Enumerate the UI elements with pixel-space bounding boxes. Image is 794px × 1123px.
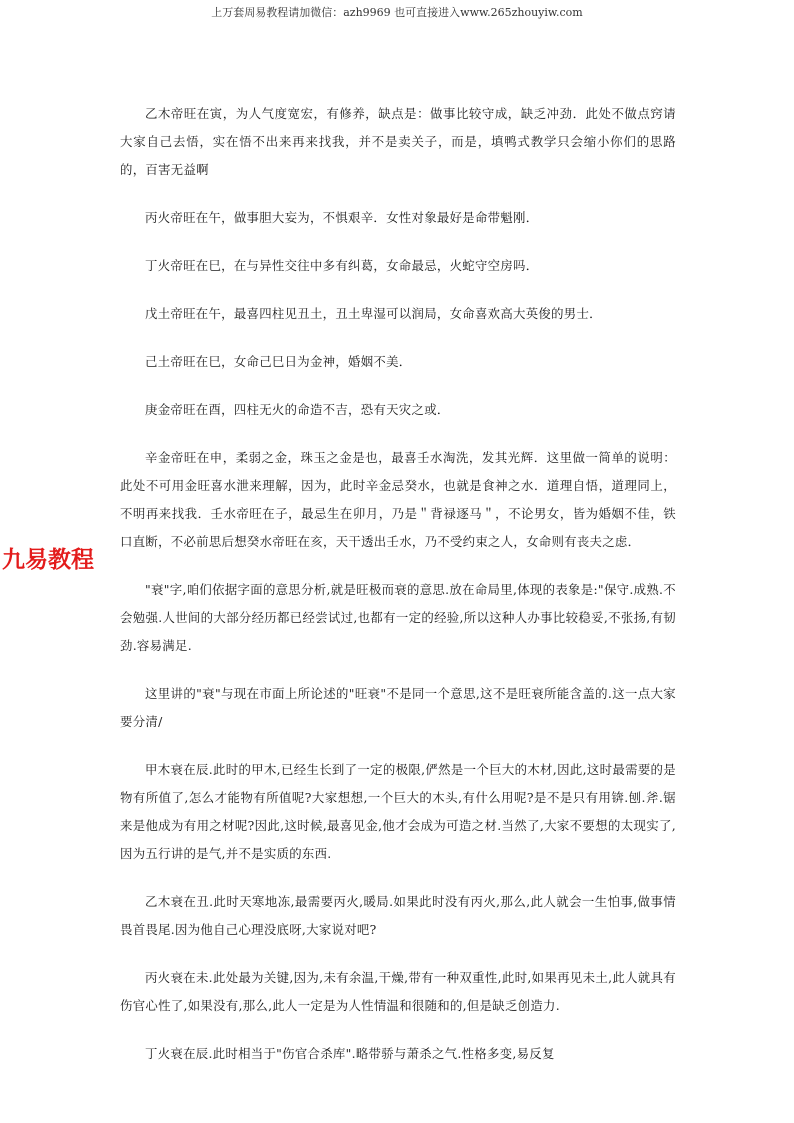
document-body	[120, 100, 676, 1088]
paragraph: 乙木衰在丑.此时天寒地冻,最需要丙火,暖局.如果此时没有丙火,那么,此人就会一生怕事,做事情畏首畏尾.因为他自己心理没底呀,大家说对吧?	[120, 894, 676, 937]
paragraph: 庚金帝旺在酉，四柱无火的命造不吉，恐有天灾之或．	[145, 402, 450, 417]
paragraph: 这里讲的"衰"与现在市面上所论述的"旺衰"不是同一个意思,这不是旺衰所能含盖的.这一点大家要分清/	[120, 686, 676, 729]
paragraph: "衰"字,咱们依据字面的意思分析,就是旺极而衰的意思.放在命局里,体现的表象是:"保守.成熟.不会勉强.人世间的大部分经历都已经尝试过,也都有一定的经验,所以这种人办事比较稳妥,不张扬,有韧劲.容易满足.	[120, 582, 676, 653]
paragraph: 己土帝旺在巳，女命己巳日为金神，婚姻不美．	[145, 354, 412, 369]
paragraph: 丁火衰在辰.此时相当于"伤官合杀库".略带骄与萧杀之气.性格多变,易反复	[145, 1046, 555, 1061]
watermark-logo: 九易教程	[2, 547, 94, 573]
page-header: 上万套周易教程请加微信：azh9969 也可直接进入www.265zhouyiw.com	[211, 6, 583, 19]
paragraph: 辛金帝旺在申，柔弱之金，珠玉之金是也，最喜壬水淘洗，发其光辉．这里做一简单的说明：此处不可用金旺喜水泄来理解，因为，此时辛金忌癸水，也就是食神之水．道理自悟，道理同上，不明再来找我．壬水帝旺在子，最忌生在卯月，乃是＂背禄逐马＂，不论男女，皆为婚姻不佳，铁口直断，不必前思后想癸水帝旺在亥，天干透出壬水，乃不受约束之人，女命则有丧夫之虑．	[120, 450, 676, 549]
paragraph: 乙木帝旺在寅，为人气度宽宏，有修养，缺点是：做事比较守成，缺乏冲劲．此处不做点窍请大家自己去悟，实在悟不出来再来找我，并不是卖关子，而是，填鸭式教学只会缩小你们的思路的，百害无益啊	[120, 106, 676, 177]
paragraph: 甲木衰在辰.此时的甲木,已经生长到了一定的极限,俨然是一个巨大的木材,因此,这时最需要的是物有所值了,怎么才能物有所值呢?大家想想,一个巨大的木头,有什么用呢?是不是只有用锛.刨.斧.锯来是他成为有用之材呢?因此,这时候,最喜见金,他才会成为可造之材.当然了,大家不要想的太现实了,因为五行讲的是气,并不是实质的东西.	[120, 762, 676, 861]
paragraph: 丙火衰在未.此处最为关键,因为,未有余温,干燥,带有一种双重性,此时,如果再见未土,此人就具有伤官心性了,如果没有,那么,此人一定是为人性情温和很随和的,但是缺乏创造力.	[120, 970, 676, 1013]
paragraph: 丁火帝旺在巳，在与异性交往中多有纠葛，女命最忌，火蛇守空房吗．	[145, 258, 539, 273]
paragraph: 戊土帝旺在午，最喜四柱见丑土，丑土卑湿可以润局，女命喜欢高大英俊的男士．	[145, 306, 602, 321]
paragraph: 丙火帝旺在午，做事胆大妄为，不惧艰辛．女性对象最好是命带魁刚．	[145, 210, 539, 225]
